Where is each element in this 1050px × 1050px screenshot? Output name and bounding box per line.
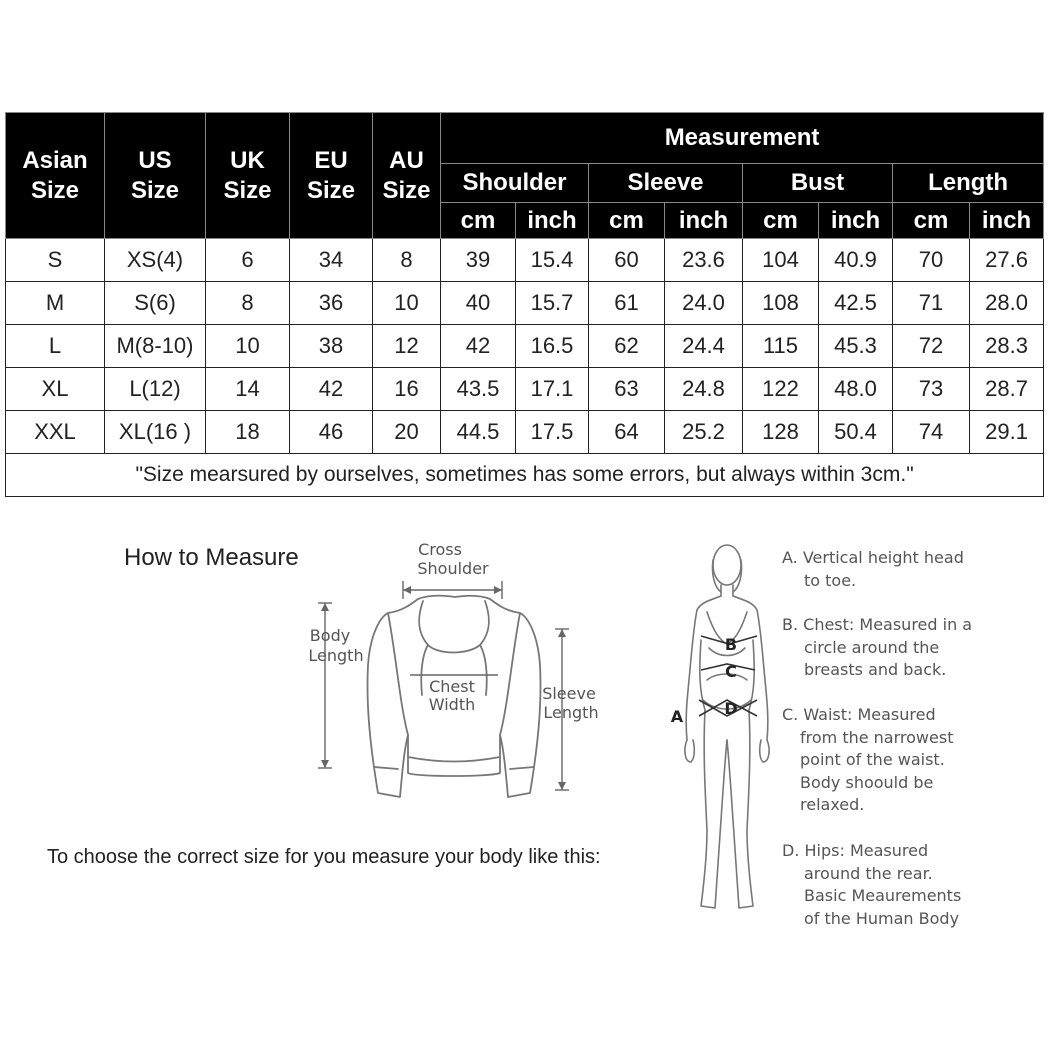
table-cell: 115 [743, 325, 819, 368]
table-cell: 8 [373, 239, 441, 282]
table-cell: 72 [893, 325, 970, 368]
table-cell: 20 [373, 411, 441, 454]
table-cell: 44.5 [441, 411, 516, 454]
table-cell: 10 [373, 282, 441, 325]
header-unit: cm [743, 203, 819, 239]
how-to-measure-title: How to Measure [124, 544, 299, 571]
table-cell: 62 [589, 325, 665, 368]
table-cell: 16.5 [516, 325, 589, 368]
label-d: D [724, 699, 738, 718]
table-cell: 28.3 [970, 325, 1044, 368]
table-row [6, 239, 1044, 282]
table-cell: 24.4 [665, 325, 743, 368]
header-bust: Bust [743, 164, 893, 203]
table-cell: XS(4) [105, 239, 206, 282]
table-cell: 15.7 [516, 282, 589, 325]
table-cell: S(6) [105, 282, 206, 325]
table-cell: 42 [441, 325, 516, 368]
table-cell: 34 [290, 239, 373, 282]
table-cell: 8 [206, 282, 290, 325]
table-cell: 27.6 [970, 239, 1044, 282]
header-shoulder: Shoulder [441, 164, 589, 203]
table-cell: 128 [743, 411, 819, 454]
table-cell: 28.7 [970, 368, 1044, 411]
table-cell: 18 [206, 411, 290, 454]
header-unit: cm [589, 203, 665, 239]
header-unit: inch [819, 203, 893, 239]
table-cell: 64 [589, 411, 665, 454]
chest-width-label: Width [428, 695, 476, 714]
table-row [6, 282, 1044, 325]
table-cell: 28.0 [970, 282, 1044, 325]
note-d: D. Hips: Measured around the rear. Basic Meaurements of the Human Body [782, 841, 962, 928]
table-note-row [6, 454, 1044, 497]
note-c: C. Waist: Measured from the narrowest point of the waist. Body shoould be relaxed. [782, 705, 954, 814]
cross-shoulder-label: Shoulder [417, 559, 489, 578]
table-cell: 6 [206, 239, 290, 282]
note-a: A. Vertical height head to toe. [782, 548, 964, 590]
note-b: B. Chest: Measured in a circle around the breasts and back. [782, 615, 973, 679]
sleeve-length-label: Length [543, 703, 599, 722]
table-row [6, 411, 1044, 454]
table-cell: 42 [290, 368, 373, 411]
header-length: Length [893, 164, 1044, 203]
header-unit: cm [893, 203, 970, 239]
table-cell: 122 [743, 368, 819, 411]
table-cell: 45.3 [819, 325, 893, 368]
header-unit: inch [970, 203, 1044, 239]
table-cell: 14 [206, 368, 290, 411]
choose-size-instruction: To choose the correct size for you measure your body like this: [47, 846, 601, 868]
table-cell: 16 [373, 368, 441, 411]
table-cell: 60 [589, 239, 665, 282]
table-cell: XL(16 ) [105, 411, 206, 454]
table-cell: 15.4 [516, 239, 589, 282]
table-cell: S [6, 239, 105, 282]
table-cell: 104 [743, 239, 819, 282]
label-b: B [724, 635, 738, 654]
table-row [6, 325, 1044, 368]
size-chart-table [5, 112, 1044, 497]
header-unit: inch [516, 203, 589, 239]
table-cell: 17.5 [516, 411, 589, 454]
table-cell: 43.5 [441, 368, 516, 411]
sleeve-length-label: Sleeve [542, 684, 596, 703]
table-cell: 12 [373, 325, 441, 368]
table-cell: 46 [290, 411, 373, 454]
sweater-diagram [290, 535, 610, 825]
body-length-label: Length [308, 646, 364, 665]
label-c: C [725, 662, 737, 681]
table-cell: 108 [743, 282, 819, 325]
body-figure-diagram [665, 540, 775, 920]
chest-width-label: Chest [429, 677, 475, 696]
table-cell: 39 [441, 239, 516, 282]
header-unit: inch [665, 203, 743, 239]
table-cell: 24.0 [665, 282, 743, 325]
label-a: A [670, 707, 684, 726]
table-cell: 70 [893, 239, 970, 282]
table-cell: 71 [893, 282, 970, 325]
table-cell: 24.8 [665, 368, 743, 411]
table-row [6, 368, 1044, 411]
header-eu-size: EU Size [290, 113, 373, 239]
table-cell: M(8-10) [105, 325, 206, 368]
header-measurement: Measurement [441, 113, 1044, 164]
table-cell: L(12) [105, 368, 206, 411]
header-us-size: US Size [105, 113, 206, 239]
header-asian-size: Asian Size [6, 113, 105, 239]
table-cell: XXL [6, 411, 105, 454]
table-cell: 74 [893, 411, 970, 454]
table-cell: 36 [290, 282, 373, 325]
table-cell: 40.9 [819, 239, 893, 282]
table-cell: XL [6, 368, 105, 411]
header-unit: cm [441, 203, 516, 239]
table-cell: 40 [441, 282, 516, 325]
table-cell: 23.6 [665, 239, 743, 282]
table-cell: 48.0 [819, 368, 893, 411]
table-cell: L [6, 325, 105, 368]
table-cell: 29.1 [970, 411, 1044, 454]
table-cell: 50.4 [819, 411, 893, 454]
cross-shoulder-label: Cross [418, 540, 462, 559]
table-cell: 10 [206, 325, 290, 368]
header-uk-size: UK Size [206, 113, 290, 239]
table-cell: 38 [290, 325, 373, 368]
table-cell: 42.5 [819, 282, 893, 325]
body-length-label: Body [309, 626, 351, 645]
table-cell: 63 [589, 368, 665, 411]
header-au-size: AU Size [373, 113, 441, 239]
table-cell: 25.2 [665, 411, 743, 454]
table-cell: 61 [589, 282, 665, 325]
measurement-note: "Size mearsured by ourselves, sometimes has some errors, but always within 3cm." [6, 454, 1044, 497]
header-sleeve: Sleeve [589, 164, 743, 203]
table-cell: M [6, 282, 105, 325]
table-cell: 73 [893, 368, 970, 411]
table-cell: 17.1 [516, 368, 589, 411]
